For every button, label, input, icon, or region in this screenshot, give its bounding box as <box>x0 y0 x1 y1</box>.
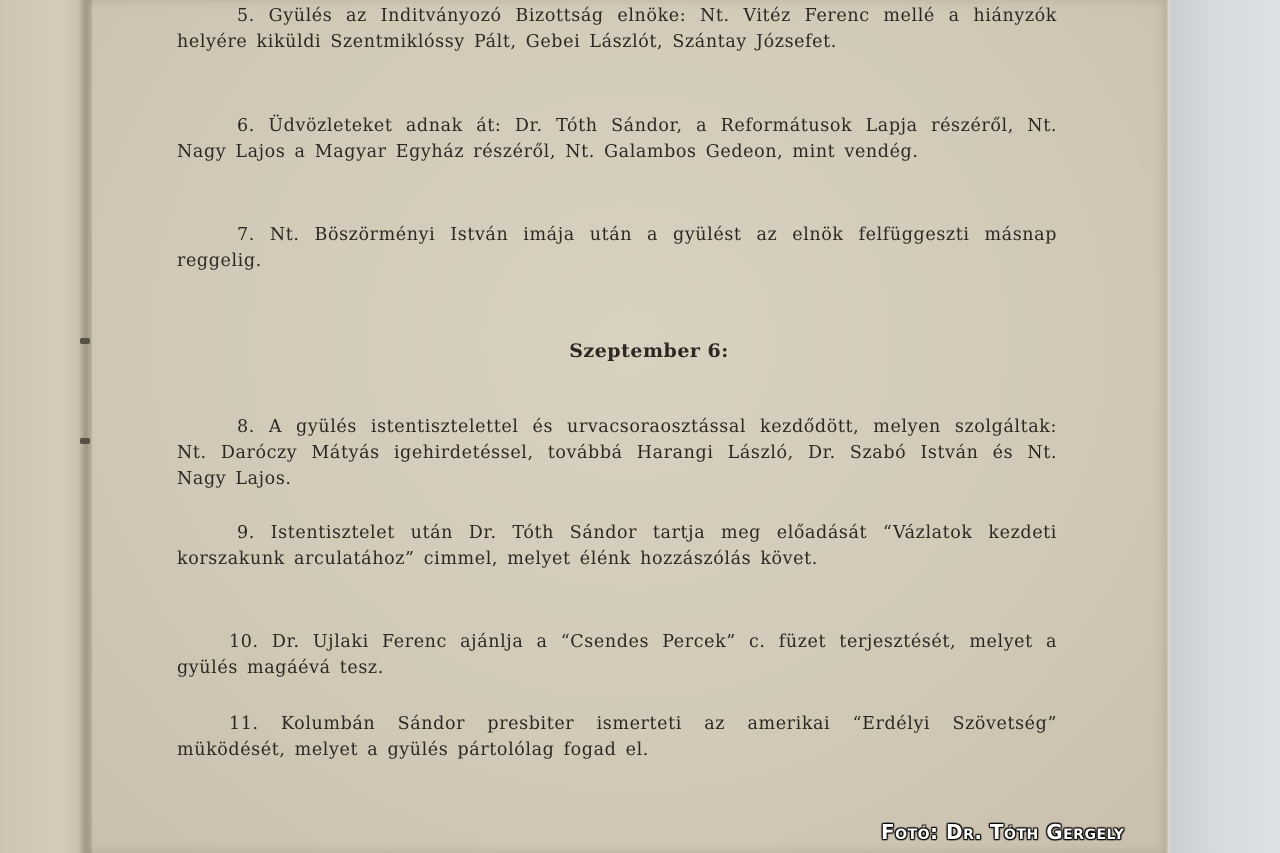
photo-credit-watermark: Fotó: Dr. Tóth Gergely <box>881 820 1125 844</box>
paragraph-9: 9. Istentisztelet után Dr. Tóth Sándor tartja meg előadását “Vázlatok kezdeti korszakunk arculatához” cimmel, melyet élénk hozzászólás követ. <box>177 523 1057 569</box>
background-surface <box>1165 0 1280 853</box>
paragraph-10: 10. Dr. Ujlaki Ferenc ajánlja a “Csendes Percek” c. füzet terjesztését, melyet a gyülés magáévá tesz. <box>177 632 1057 678</box>
paragraph-5: 5. Gyülés az Inditványozó Bizottság elnöke: Nt. Vitéz Ferenc mellé a hiányzók helyére kiküldi Szentmiklóssy Pált, Gebei Lászlót, Szántay Józsefet. <box>177 6 1057 52</box>
paragraph-6: 6. Üdvözleteket adnak át: Dr. Tóth Sándor, a Reformátusok Lapja részéről, Nt. Nagy Lajos a Magyar Egyház részéről, Nt. Galambos Gedeon, mint vendég. <box>177 116 1057 162</box>
left-page-edge <box>0 0 88 853</box>
paragraph-7: 7. Nt. Böszörményi István imája után a gyülést az elnök felfüggeszti másnap reggelig. <box>177 225 1057 271</box>
page-right-edge <box>1166 0 1170 853</box>
binding-fold <box>78 0 92 853</box>
staple-bottom <box>80 438 90 444</box>
paragraph-11: 11. Kolumbán Sándor presbiter ismerteti az amerikai “Erdélyi Szövetség” müködését, melyet a gyülés pártolólag fogad el. <box>177 714 1057 760</box>
section-heading: Szeptember 6: <box>569 340 729 362</box>
paragraph-8: 8. A gyülés istentisztelettel és urvacsoraosztással kezdődött, melyen szolgáltak: Nt. Daróczy Mátyás igehirdetéssel, továbbá Harangi László, Dr. Szabó István és Nt. Nagy Lajos. <box>177 417 1057 489</box>
